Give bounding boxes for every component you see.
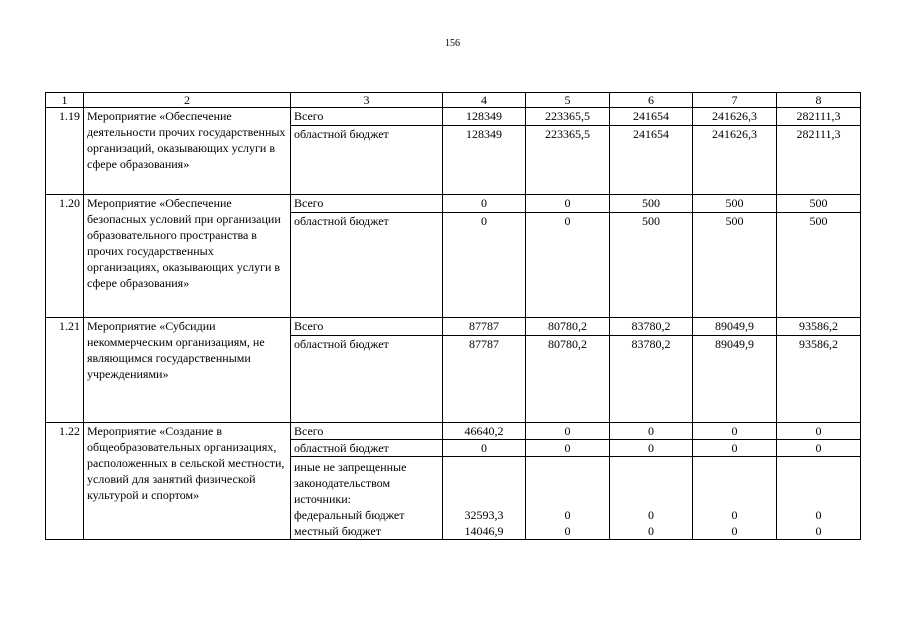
value-stack: [526, 457, 610, 540]
header-cell: 5: [526, 93, 610, 108]
row-number: 1.21: [46, 318, 84, 423]
page-number: 156: [445, 38, 460, 49]
value-cell: 0: [526, 195, 610, 213]
value-cell: 500: [777, 213, 861, 318]
source-label: местный бюджет: [294, 524, 381, 538]
value-cell: 223365,5: [526, 126, 610, 195]
value-cell: 0: [443, 195, 526, 213]
value-cell: 241626,3: [693, 108, 777, 126]
value-cell: 93586,2: [777, 318, 861, 336]
value-cell: 0: [610, 423, 693, 440]
value-cell: 0: [777, 423, 861, 440]
value-cell: 0: [443, 440, 526, 457]
source-label: Всего: [291, 318, 443, 336]
value-cell: 0: [731, 524, 738, 538]
value-cell: 46640,2: [443, 423, 526, 440]
header-cell: 4: [443, 93, 526, 108]
value-cell: 0: [693, 423, 777, 440]
value-cell: 0: [731, 508, 738, 522]
value-cell: 0: [610, 440, 693, 457]
value-cell: 89049,9: [693, 318, 777, 336]
value-cell: 282111,3: [777, 126, 861, 195]
value-cell: 0: [815, 508, 822, 522]
source-label: Всего: [291, 108, 443, 126]
source-label: областной бюджет: [291, 213, 443, 318]
header-cell: 1: [46, 93, 84, 108]
value-cell: 223365,5: [526, 108, 610, 126]
value-cell: 80780,2: [526, 318, 610, 336]
source-label: областной бюджет: [291, 440, 443, 457]
value-cell: 0: [693, 440, 777, 457]
value-cell: 87787: [443, 318, 526, 336]
table-row: [46, 423, 861, 440]
other-sources-label: иные не запрещенные законодательством источники:: [294, 460, 407, 506]
value-cell: 128349: [443, 108, 526, 126]
value-cell: 32593,3: [464, 508, 504, 522]
table-row: [46, 195, 861, 213]
header-cell: 2: [84, 93, 291, 108]
value-stack: [693, 457, 777, 540]
row-number: 1.22: [46, 423, 84, 540]
value-cell: 80780,2: [526, 336, 610, 423]
value-cell: 500: [693, 213, 777, 318]
value-cell: 0: [648, 508, 654, 522]
value-cell: 241654: [610, 126, 693, 195]
value-cell: 0: [564, 508, 571, 522]
value-cell: 0: [526, 423, 610, 440]
value-cell: 0: [443, 213, 526, 318]
value-cell: 0: [564, 524, 571, 538]
event-name: Мероприятие «Обеспечение безопасных условий при организации образовательного пространства в прочих государственных организациях, оказывающих услуги в сфере образования»: [84, 195, 291, 318]
value-cell: 0: [526, 213, 610, 318]
event-name: Мероприятие «Субсидии некоммерческим организациям, не являющимся государственными учреждениями»: [84, 318, 291, 423]
value-cell: 0: [815, 524, 822, 538]
value-cell: 282111,3: [777, 108, 861, 126]
value-cell: 500: [777, 195, 861, 213]
value-cell: 93586,2: [777, 336, 861, 423]
source-label: областной бюджет: [291, 126, 443, 195]
value-cell: 83780,2: [610, 336, 693, 423]
budget-table: [45, 92, 861, 540]
value-cell: 0: [526, 440, 610, 457]
header-cell: 7: [693, 93, 777, 108]
value-cell: 89049,9: [693, 336, 777, 423]
table-row: [46, 108, 861, 126]
header-cell: 3: [291, 93, 443, 108]
other-sources-cell: [291, 457, 443, 540]
value-cell: 500: [693, 195, 777, 213]
header-cell: 6: [610, 93, 693, 108]
value-cell: 241654: [610, 108, 693, 126]
value-cell: 500: [610, 195, 693, 213]
value-cell: 241626,3: [693, 126, 777, 195]
table-row: [46, 318, 861, 336]
source-label: Всего: [291, 423, 443, 440]
value-cell: 0: [777, 440, 861, 457]
row-number: 1.20: [46, 195, 84, 318]
table-header-row: [46, 93, 861, 108]
value-cell: 0: [648, 524, 654, 538]
value-cell: 14046,9: [464, 524, 504, 538]
value-stack: [443, 457, 526, 540]
row-number: 1.19: [46, 108, 84, 195]
value-stack: [610, 457, 693, 540]
source-label: областной бюджет: [291, 336, 443, 423]
source-label: Всего: [291, 195, 443, 213]
value-stack: [777, 457, 861, 540]
event-name: Мероприятие «Создание в общеобразовательных организациях, расположенных в сельской местности, условий для занятий физической культурой и спортом»: [84, 423, 291, 540]
source-label: федеральный бюджет: [294, 508, 405, 522]
value-cell: 128349: [443, 126, 526, 195]
value-cell: 87787: [443, 336, 526, 423]
event-name: Мероприятие «Обеспечение деятельности прочих государственных организаций, оказывающих услуги в сфере образования»: [84, 108, 291, 195]
header-cell: 8: [777, 93, 861, 108]
value-cell: 83780,2: [610, 318, 693, 336]
value-cell: 500: [610, 213, 693, 318]
